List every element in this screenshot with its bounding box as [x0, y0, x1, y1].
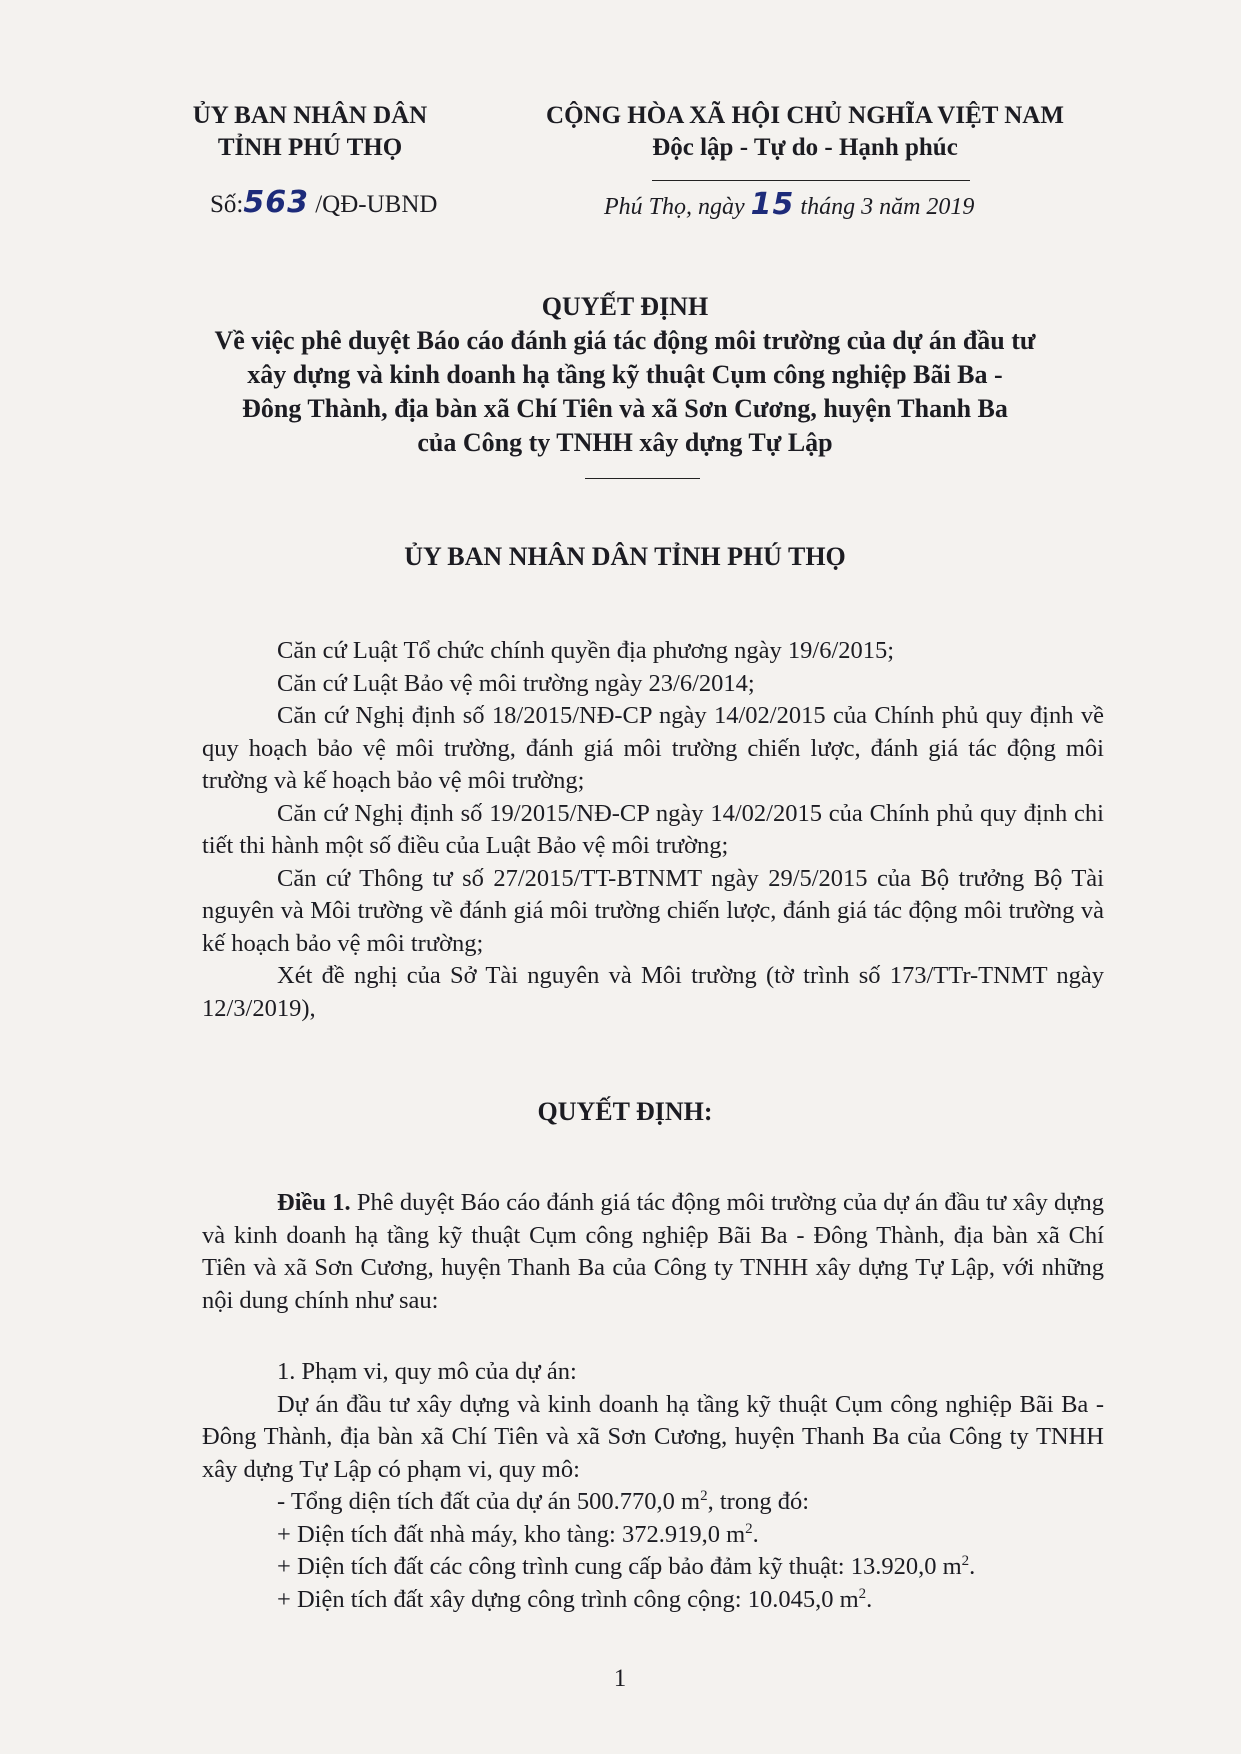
basis-item: Căn cứ Thông tư số 27/2015/TT-BTNMT ngày 29/5/2015 của Bộ trưởng Bộ Tài nguyên và Môi trường về đánh giá môi trường chiến lược, đánh giá tác động môi trường và kế hoạch bảo vệ môi trường; [202, 864, 1104, 957]
scope-item-tail: . [969, 1553, 976, 1580]
issuer-line-2: TỈNH PHÚ THỌ [217, 134, 403, 161]
document-number-prefix: Số: [210, 191, 244, 218]
subject-line-1: Về việc phê duyệt Báo cáo đánh giá tác động môi trường của dự án đầu tư [214, 326, 1036, 355]
authority-heading: ỦY BAN NHÂN DÂN TỈNH PHÚ THỌ [404, 542, 846, 571]
decision-subheading: QUYẾT ĐỊNH: [537, 1097, 713, 1126]
date-day-handwritten: 15 [750, 187, 795, 222]
decision-title [150, 290, 1100, 460]
scope-item-sup: 2 [700, 1487, 708, 1504]
document-number [210, 185, 438, 220]
document-number-suffix: /QĐ-UBND [315, 191, 438, 218]
basis-item: Căn cứ Luật Tổ chức chính quyền địa phương ngày 19/6/2015; [277, 637, 895, 664]
section-1 [202, 1356, 1104, 1616]
document-number-handwritten: 563 [243, 185, 309, 220]
basis-item: Căn cứ Luật Bảo vệ môi trường ngày 23/6/2014; [277, 669, 755, 697]
decision-heading: QUYẾT ĐỊNH [541, 292, 709, 321]
article-1-label: Điều 1. [277, 1189, 351, 1216]
scope-item-text: + Diện tích đất xây dựng công trình công cộng: 10.045,0 m [277, 1585, 859, 1613]
motto: Độc lập - Tự do - Hạnh phúc [652, 134, 958, 161]
subject-line-4: của Công ty TNHH xây dựng Tự Lập [417, 428, 833, 457]
scope-item [202, 1519, 1104, 1552]
scope-item-tail: , trong đó: [707, 1488, 810, 1515]
scope-item-text: + Diện tích đất các công trình cung cấp bảo đảm kỹ thuật: 13.920,0 m [277, 1553, 962, 1580]
basis-item: Căn cứ Nghị định số 19/2015/NĐ-CP ngày 14/02/2015 của Chính phủ quy định chi tiết thi hành một số điều của Luật Bảo vệ môi trường; [202, 799, 1104, 859]
country-name: CỘNG HÒA XÃ HỘI CHỦ NGHĨA VIỆT NAM [546, 102, 1064, 129]
scope-item-sup: 2 [961, 1552, 970, 1569]
motto-underline [652, 180, 970, 181]
basis-item: Xét đề nghị của Sở Tài nguyên và Môi trường (tờ trình số 173/TTr-TNMT ngày 12/3/2019), [202, 962, 1104, 1022]
subject-line-2: xây dựng và kinh doanh hạ tầng kỹ thuật Cụm công nghiệp Bãi Ba - [247, 360, 1003, 389]
subject-line-3: Đông Thành, địa bàn xã Chí Tiên và xã Sơn Cương, huyện Thanh Ba [242, 394, 1008, 423]
basis-item: Căn cứ Nghị định số 18/2015/NĐ-CP ngày 14/02/2015 của Chính phủ quy định về quy hoạch bảo vệ môi trường, đánh giá môi trường chiến lược, đánh giá tác động môi trường và kế hoạch bảo vệ môi trường; [202, 702, 1104, 794]
scope-item-sup: 2 [858, 1585, 867, 1602]
scope-item-tail: . [866, 1585, 873, 1613]
issuer-line-1: ỦY BAN NHÂN DÂN [192, 102, 428, 129]
date-suffix: tháng 3 năm 2019 [800, 194, 975, 220]
date-prefix: Phú Thọ, ngày [604, 194, 745, 220]
article-1-paragraph [202, 1187, 1104, 1317]
article-1-text: Phê duyệt Báo cáo đánh giá tác động môi trường của dự án đầu tư xây dựng và kinh doanh hạ tầng kỹ thuật Cụm công nghiệp Bãi Ba - Đông Thành, địa bàn xã Chí Tiên và xã Sơn Cương, huyện Thanh Ba của Công ty TNHH xây dựng Tự Lập, với những nội dung chính như sau: [202, 1189, 1105, 1314]
scope-item [202, 1486, 1104, 1519]
page-number: 1 [613, 1665, 627, 1692]
section-1-heading: 1. Phạm vi, quy mô của dự án: [277, 1358, 577, 1385]
scope-item-text: - Tổng diện tích đất của dự án 500.770,0 m [277, 1488, 701, 1515]
title-divider [585, 478, 700, 479]
scope-item-sup: 2 [745, 1520, 753, 1537]
issue-date [604, 187, 975, 222]
national-motto-block [515, 100, 1095, 164]
scope-item [202, 1551, 1104, 1584]
scope-item-text: + Diện tích đất nhà máy, kho tàng: 372.919,0 m [277, 1520, 746, 1548]
article-1 [202, 1187, 1104, 1317]
scope-item [202, 1584, 1104, 1617]
issuer-block [180, 100, 440, 164]
section-1-intro: Dự án đầu tư xây dựng và kinh doanh hạ tầng kỹ thuật Cụm công nghiệp Bãi Ba - Đông Thành, địa bàn xã Chí Tiên và xã Sơn Cương, huyện Thanh Ba của Công ty TNHH xây dựng Tự Lập có phạm vi, quy mô: [202, 1390, 1104, 1483]
legal-bases [202, 635, 1104, 1025]
scope-item-tail: . [752, 1520, 759, 1548]
